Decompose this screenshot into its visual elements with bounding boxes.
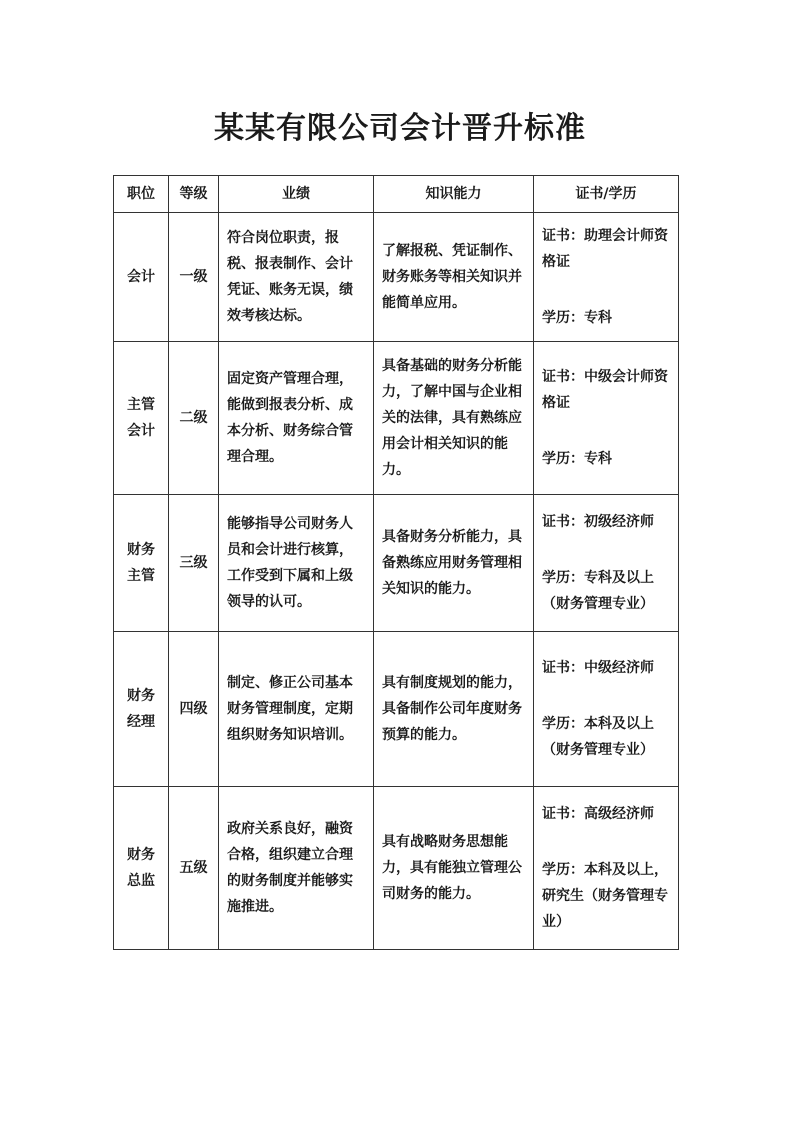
education-text: 学历：专科及以上（财务管理专业） (542, 570, 654, 612)
table-row (114, 342, 679, 495)
performance-cell: 符合岗位职责，报税、报表制作、会计凭证、账务无误，绩效考核达标。 (219, 213, 374, 342)
table-header-row (114, 176, 679, 213)
position-cell (114, 342, 169, 495)
education-text: 学历：本科及以上，研究生（财务管理专业） (542, 862, 668, 930)
certificate-text: 证书：中级会计师资格证 (542, 369, 668, 411)
education-text: 学历：专科 (542, 310, 612, 326)
promotion-standards-table (113, 175, 679, 950)
position-text: 主管 (127, 397, 155, 413)
grade-cell: 二级 (169, 342, 219, 495)
position-text: 主管 (127, 568, 155, 584)
position-cell (114, 632, 169, 787)
header-certificate: 证书/学历 (534, 176, 679, 213)
knowledge-cell: 具备财务分析能力，具备熟练应用财务管理相关知识的能力。 (374, 495, 534, 632)
table-row (114, 495, 679, 632)
certificate-text: 证书：高级经济师 (542, 806, 654, 822)
education-text: 学历：本科及以上（财务管理专业） (542, 716, 654, 758)
position-text: 总监 (127, 873, 155, 889)
position-cell (114, 787, 169, 950)
header-grade: 等级 (169, 176, 219, 213)
position-text: 会计 (127, 423, 155, 439)
certificate-text: 证书：中级经济师 (542, 660, 654, 676)
grade-cell: 三级 (169, 495, 219, 632)
header-performance: 业绩 (219, 176, 374, 213)
position-cell (114, 213, 169, 342)
grade-cell: 四级 (169, 632, 219, 787)
certificate-cell (534, 495, 679, 632)
grade-cell: 五级 (169, 787, 219, 950)
certificate-text: 证书：助理会计师资格证 (542, 228, 668, 270)
certificate-cell (534, 787, 679, 950)
knowledge-cell: 具备基础的财务分析能力，了解中国与企业相关的法律，具有熟练应用会计相关知识的能力。 (374, 342, 534, 495)
position-text: 财务 (127, 688, 155, 704)
position-text: 财务 (127, 847, 155, 863)
page-title: 某某有限公司会计晋升标准 (214, 111, 586, 146)
header-position: 职位 (114, 176, 169, 213)
position-text: 财务 (127, 542, 155, 558)
knowledge-cell: 具有战略财务思想能力，具有能独立管理公司财务的能力。 (374, 787, 534, 950)
certificate-text: 证书：初级经济师 (542, 514, 654, 530)
certificate-cell (534, 632, 679, 787)
performance-cell: 能够指导公司财务人员和会计进行核算，工作受到下属和上级领导的认可。 (219, 495, 374, 632)
table-row (114, 787, 679, 950)
grade-cell: 一级 (169, 213, 219, 342)
position-text: 经理 (127, 714, 155, 730)
table-row (114, 213, 679, 342)
certificate-cell (534, 213, 679, 342)
education-text: 学历：专科 (542, 451, 612, 467)
performance-cell: 政府关系良好，融资合格，组织建立合理的财务制度并能够实施推进。 (219, 787, 374, 950)
header-knowledge: 知识能力 (374, 176, 534, 213)
knowledge-cell: 了解报税、凭证制作、财务账务等相关知识并能简单应用。 (374, 213, 534, 342)
certificate-cell (534, 342, 679, 495)
position-text: 会计 (127, 269, 155, 285)
performance-cell: 制定、修正公司基本财务管理制度，定期组织财务知识培训。 (219, 632, 374, 787)
table-row (114, 632, 679, 787)
knowledge-cell: 具有制度规划的能力，具备制作公司年度财务预算的能力。 (374, 632, 534, 787)
position-cell (114, 495, 169, 632)
performance-cell: 固定资产管理合理，能做到报表分析、成本分析、财务综合管理合理。 (219, 342, 374, 495)
